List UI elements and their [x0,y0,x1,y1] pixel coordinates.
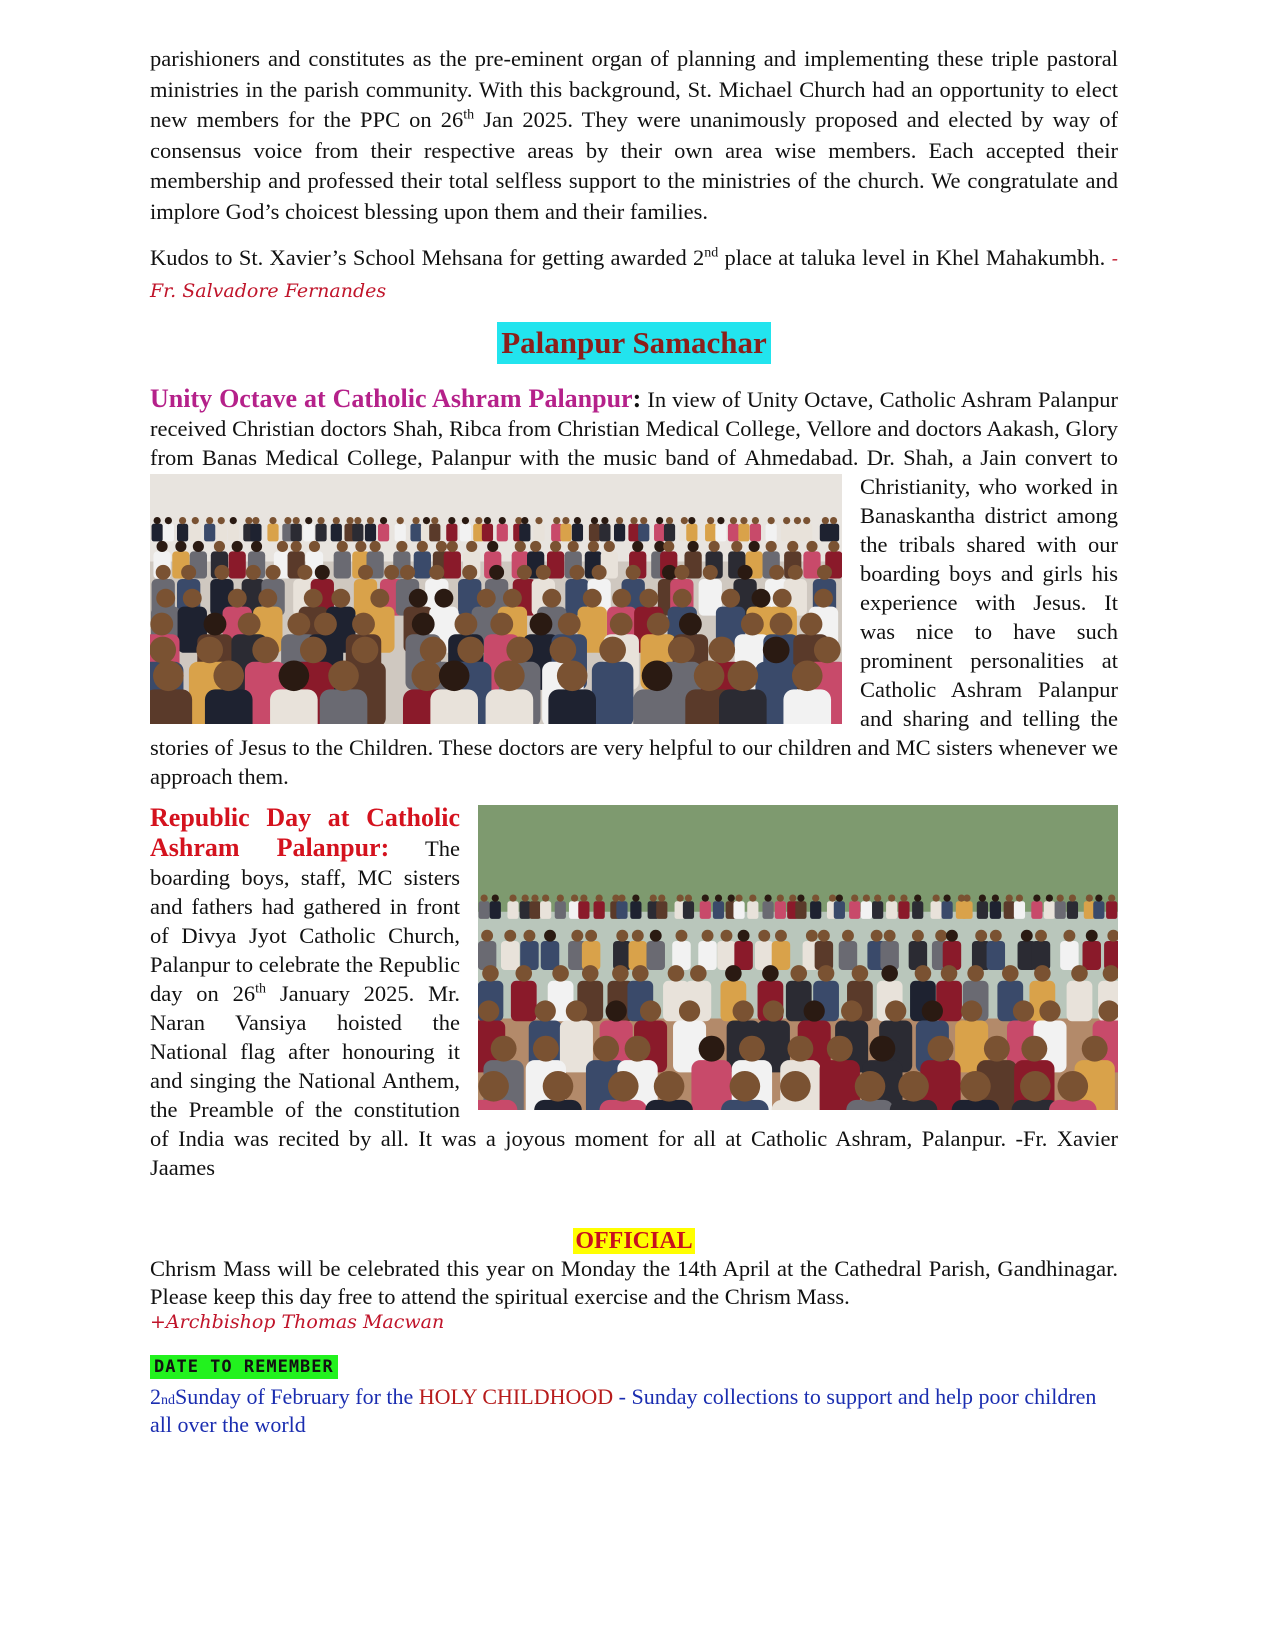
kudos-text-continued: place at taluka level in Khel Mahakumbh. [718,245,1112,270]
unity-octave-heading: Unity Octave at Catholic Ashram Palanpur [150,384,633,413]
intro-text: parishioners and constitutes as the pre-eminent organ of planning and implementing these triple pastoral ministries in the parish community. With this background, St. Michael Church had an opportunity to elect new members for the PPC on 26 [150,46,1118,132]
republic-day-photo [478,805,1118,1110]
unity-octave-body-rest: Ahmedabad. Dr. Shah, a Jain convert to Christianity, who worked in Banaskantha district among the tribals shared with our boarding boys and girls his experience with Jesus. It was nice to have such prominent personalities at Catholic Ashram Palanpur and sharing and telling the stories of Jesus to the Children. These doctors are very helpful to our children and MC sisters whenever we approach them. [150,445,1118,789]
date-to-remember-text [150,1383,1118,1439]
official-label: OFFICIAL [575,1228,693,1254]
superscript: nd [161,1393,175,1408]
unity-octave-paragraph [150,384,1118,791]
kudos-text: Kudos to St. Xavier’s School Mehsana for getting awarded 2 [150,245,705,270]
republic-day-body: The boarding boys, staff, MC sisters and fathers had gathered in front of Divya Jyot Catholic Church, Palanpur to celebrate the Republic day on 26 [150,836,460,1006]
section-title: Palanpur Samachar [497,322,771,364]
superscript: nd [704,245,719,261]
date-number: 2 [150,1384,161,1409]
intro-paragraph [150,44,1118,227]
archbishop-signature: +Archbishop Thomas Macwan [150,1311,445,1333]
date-text: Sunday of February for the [175,1384,419,1409]
unity-octave-body-start: In view of Unity Octave, Catholic Ashram Palanpur received Christian doctors Shah, Ribca from Christian Medical College, Vellore and doctors Aakash, Glory from Banas Medical College, Palanpur with the music band of [150,387,1118,470]
official-paragraph [150,1255,1118,1311]
section-title-wrapper [150,322,1118,364]
heading-colon: : [632,384,642,413]
date-text-continued: - Sunday collections to support and help poor children all over the world [150,1384,1097,1437]
intro-text-continued: Jan 2025. They were unanimously proposed and elected by way of consensus voice from their respective areas by their own area wise members. Each accepted their membership and professed their total selfless support to the ministries of the church. We congratulate and implore God’s choicest blessing upon them and their families. [150,107,1118,224]
official-text: Chrism Mass will be celebrated this year on Monday the 14th April at the Cathedral Parish, Gandhinagar. Please keep this day free to attend the spiritual exercise and the Chrism Mass. [150,1256,1118,1309]
kudos-paragraph [150,243,1118,306]
holy-childhood-text: HOLY CHILDHOOD [418,1384,614,1409]
signature: -Fr. Salvadore Fernandes [150,248,1118,302]
superscript: th [463,107,475,123]
unity-octave-photo [150,474,842,724]
date-to-remember-label: DATE TO REMEMBER [150,1355,338,1379]
republic-day-paragraph [150,803,1118,1182]
document-page [150,44,1118,1439]
superscript: th [255,981,267,997]
official-label-wrapper [150,1228,1118,1255]
republic-day-heading: Republic Day at Catholic Ashram Palanpur: [150,803,460,862]
republic-day-body-continued: January 2025. Mr. Naran Vansiya hoisted the National flag after honouring it and singing the National Anthem, the Preamble of the constitution of India was recited by all. It was a joyous moment for all at Catholic Ashram, Palanpur. -Fr. Xavier Jaames [150,981,1118,1180]
